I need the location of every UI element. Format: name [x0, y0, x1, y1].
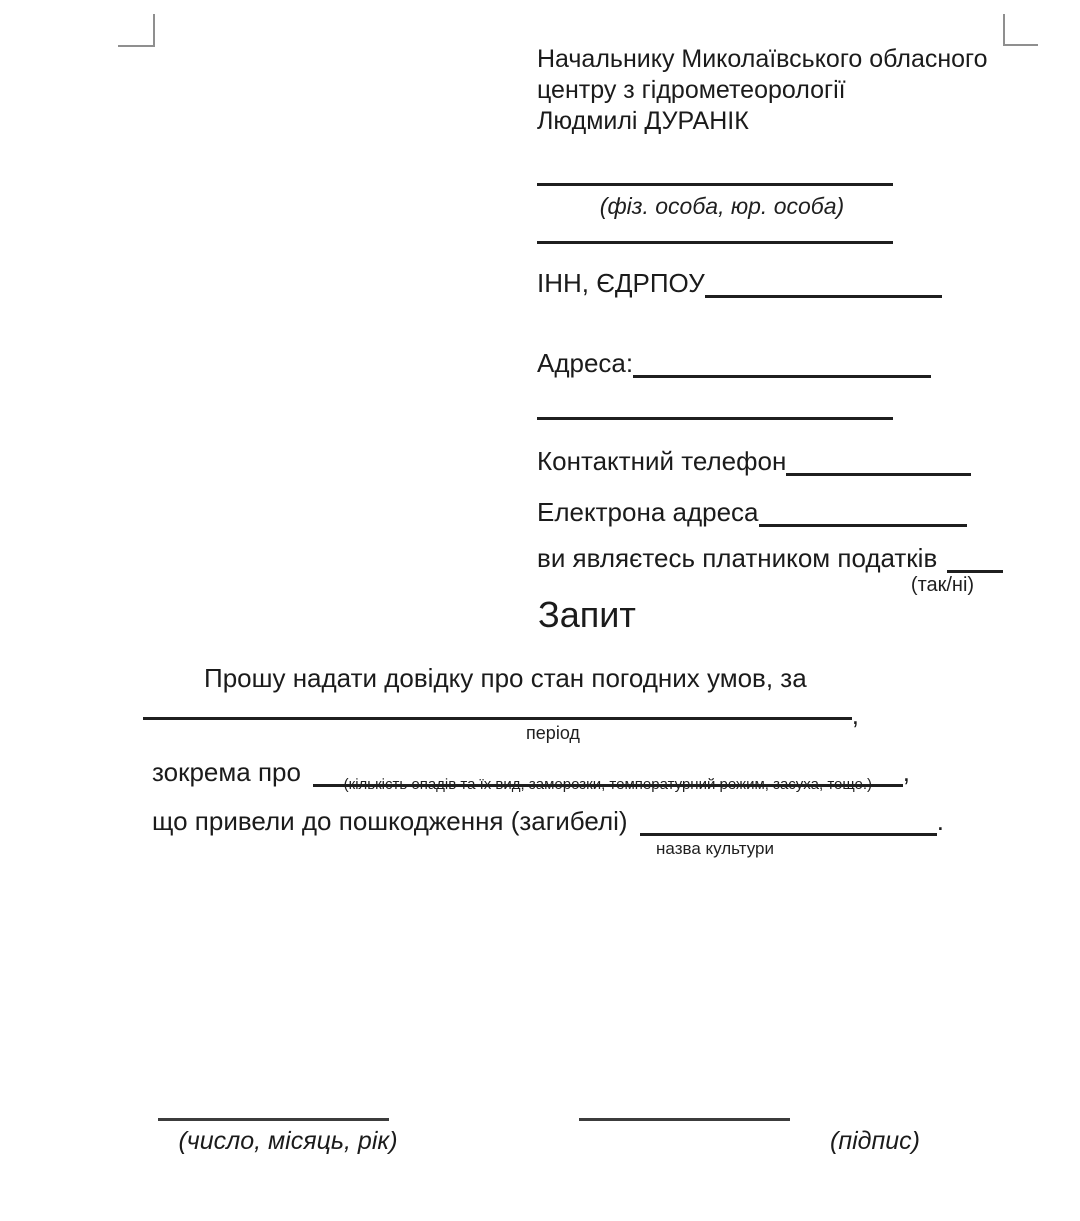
date-hint-caption: (число, місяць, рік) — [178, 1127, 398, 1155]
inn-field-row — [537, 268, 942, 298]
signature-hint-caption: (підпис) — [830, 1127, 920, 1155]
applicant-name-blank-line — [537, 183, 893, 186]
taxpayer-label: ви являєтесь платником податків — [537, 543, 938, 573]
inn-label: ІНН, ЄДРПОУ — [537, 268, 705, 298]
document-title: Запит — [538, 594, 636, 635]
address-label: Адреса: — [537, 348, 634, 378]
taxpayer-yes-no-hint: (так/ні) — [910, 574, 975, 596]
phone-label: Контактний телефон — [537, 446, 787, 476]
period-trailing-comma: , — [851, 700, 859, 730]
damage-row — [152, 806, 944, 836]
particulars-label: зокрема про — [152, 757, 301, 787]
scan-corner-mark-left — [118, 14, 155, 47]
recipient-block — [537, 44, 988, 137]
recipient-line-2: центру з гідрометеорології — [537, 76, 846, 104]
inn-blank-line — [705, 268, 942, 298]
person-type-caption: (фіз. особа, юр. особа) — [599, 193, 845, 219]
date-blank-line — [158, 1118, 389, 1121]
period-blank-line — [143, 700, 852, 720]
email-blank-line — [759, 497, 967, 527]
email-field-row — [537, 497, 967, 527]
address-blank-line-2 — [537, 417, 893, 420]
particulars-hint-caption: (кількість опадів та їх вид, заморозки, температурний режим, засуха, тощо.) — [343, 776, 873, 793]
email-label: Електрона адреса — [537, 497, 759, 527]
phone-field-row — [537, 446, 971, 476]
crop-name-blank-line — [640, 806, 937, 836]
particulars-row — [152, 757, 910, 791]
taxpayer-field-row — [537, 543, 1003, 573]
crop-name-hint-caption: назва культури — [656, 839, 774, 858]
damage-label: що привели до пошкодження (загибелі) — [152, 806, 628, 836]
applicant-name-blank-line-2 — [537, 241, 893, 244]
period-hint-caption: період — [526, 723, 580, 743]
particulars-trailing-comma: , — [902, 757, 910, 787]
address-blank-line — [633, 348, 931, 378]
recipient-line-1: Начальнику Миколаївського обласного — [537, 45, 988, 73]
taxpayer-blank-line — [947, 543, 1003, 573]
request-paragraph: Прошу надати довідку про стан погодних умов, за — [204, 663, 807, 693]
signature-blank-line — [579, 1118, 790, 1121]
damage-trailing-period: . — [936, 806, 944, 836]
phone-blank-line — [786, 446, 971, 476]
address-field-row — [537, 348, 931, 378]
scan-corner-mark-right — [1003, 14, 1038, 46]
particulars-blank-line — [313, 757, 903, 791]
recipient-line-3: Людмилі ДУРАНІК — [537, 107, 749, 135]
